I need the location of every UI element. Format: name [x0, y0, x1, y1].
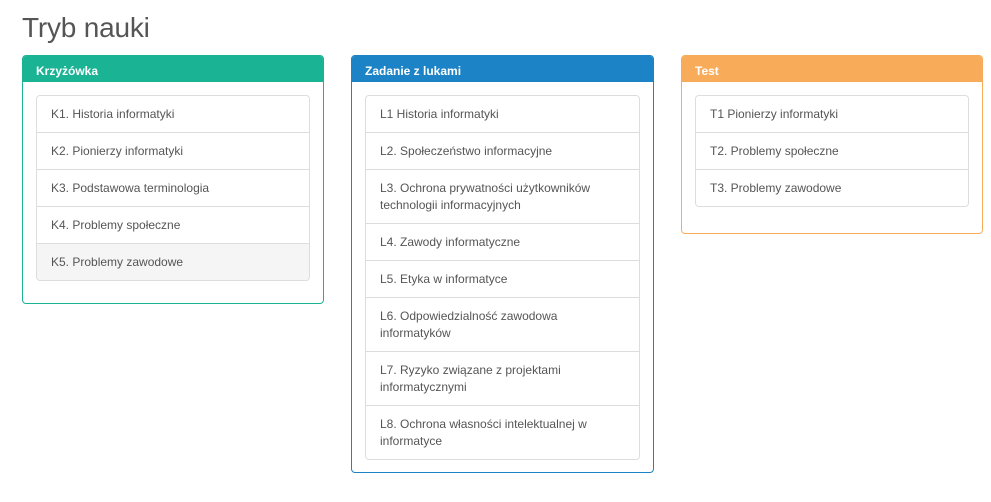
list-item-l6[interactable]: L6. Odpowiedzialność zawodowa informatyków: [366, 297, 639, 351]
gap-task-list: [365, 95, 640, 460]
test-panel-body: [682, 82, 982, 207]
list-item-l4[interactable]: L4. Zawody informatyczne: [366, 223, 639, 260]
list-item-l8[interactable]: L8. Ochrona własności intelektualnej w informatyce: [366, 405, 639, 459]
list-item-l7[interactable]: L7. Ryzyko związane z projektami informatycznymi: [366, 351, 639, 405]
crossword-panel-heading: Krzyżówka: [23, 56, 323, 82]
list-item-k4[interactable]: K4. Problemy społeczne: [37, 206, 309, 243]
crossword-panel: [22, 55, 324, 304]
list-item-t2[interactable]: T2. Problemy społeczne: [696, 132, 968, 169]
list-item-l3[interactable]: L3. Ochrona prywatności użytkowników technologii informacyjnych: [366, 169, 639, 223]
list-item-t1[interactable]: T1 Pionierzy informatyki: [696, 96, 968, 132]
list-item-k5[interactable]: K5. Problemy zawodowe: [37, 243, 309, 280]
list-item-l1[interactable]: L1 Historia informatyki: [366, 96, 639, 132]
list-item-k1[interactable]: K1. Historia informatyki: [37, 96, 309, 132]
crossword-list: [36, 95, 310, 281]
list-item-l2[interactable]: L2. Społeczeństwo informacyjne: [366, 132, 639, 169]
list-item-k2[interactable]: K2. Pionierzy informatyki: [37, 132, 309, 169]
list-item-k3[interactable]: K3. Podstawowa terminologia: [37, 169, 309, 206]
crossword-panel-body: [23, 82, 323, 281]
gap-task-panel-heading: Zadanie z lukami: [352, 56, 653, 82]
page-title: Tryb nauki: [22, 12, 150, 43]
list-item-t3[interactable]: T3. Problemy zawodowe: [696, 169, 968, 206]
gap-task-panel-body: [352, 82, 653, 460]
list-item-l5[interactable]: L5. Etyka w informatyce: [366, 260, 639, 297]
gap-task-panel: [351, 55, 654, 473]
test-list: [695, 95, 969, 207]
test-panel: [681, 55, 983, 234]
test-panel-heading: Test: [682, 56, 982, 82]
